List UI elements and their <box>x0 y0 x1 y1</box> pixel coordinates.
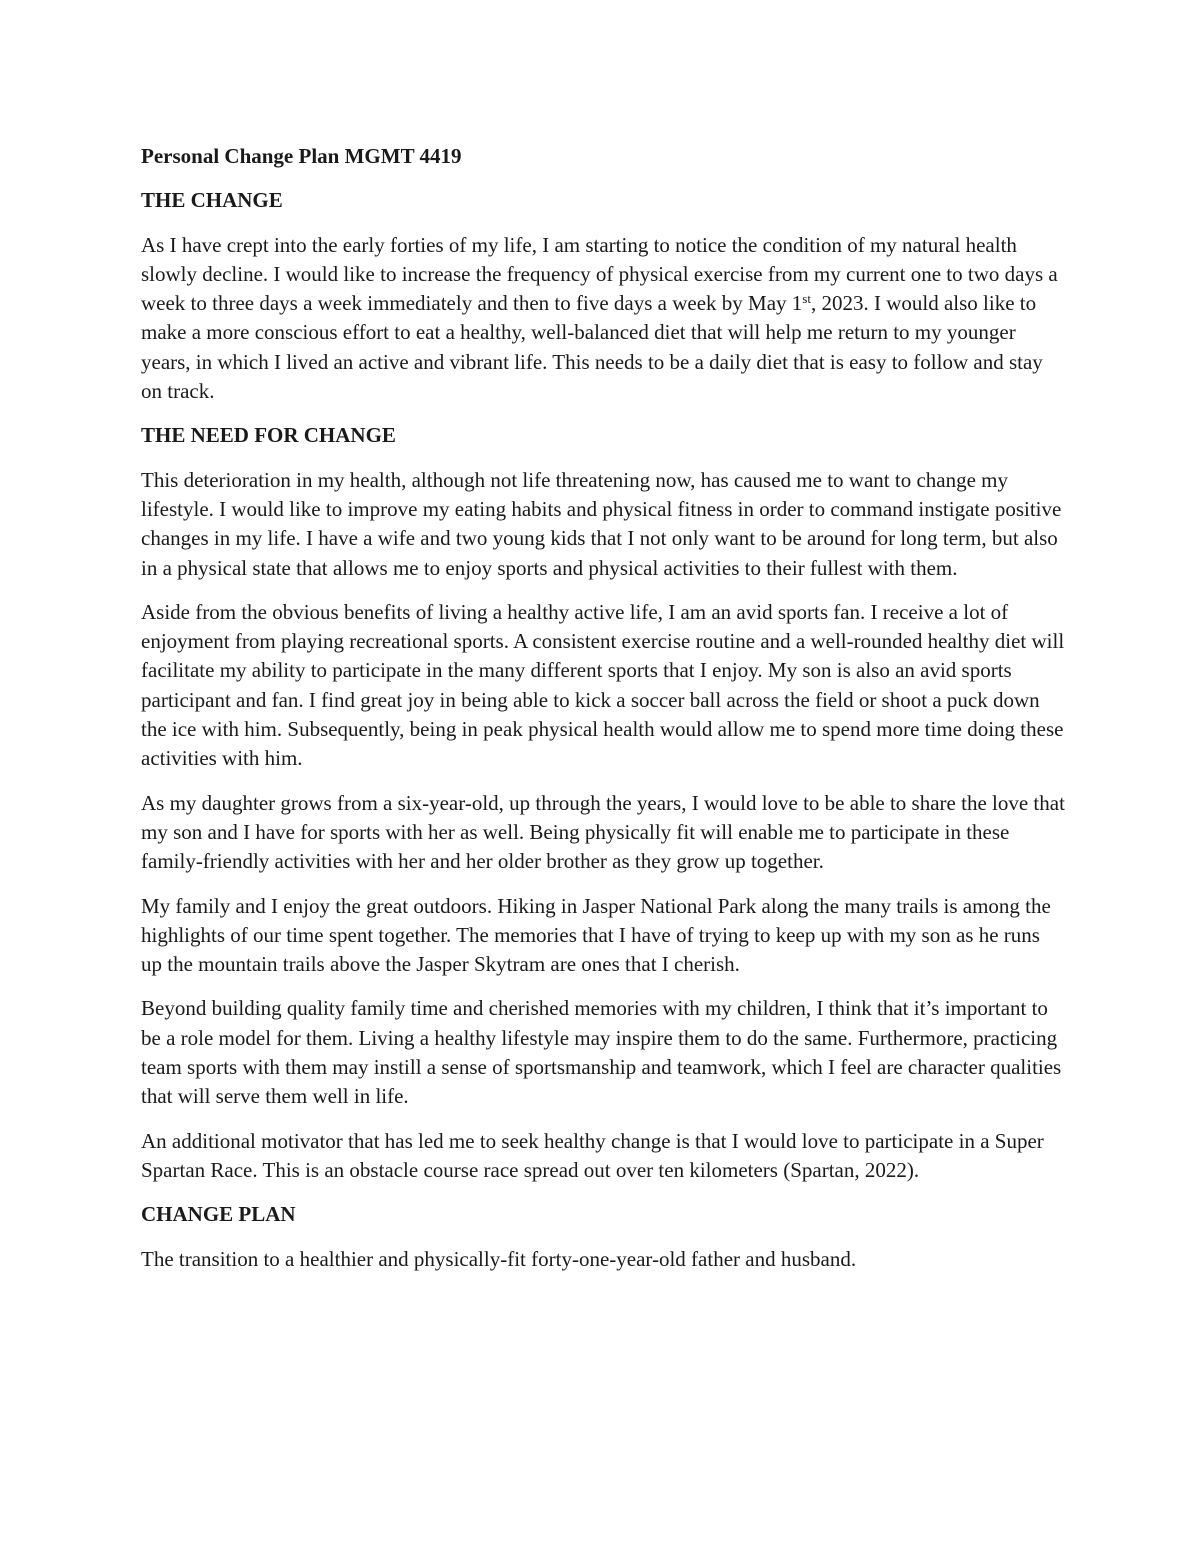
section-heading-change-plan: CHANGE PLAN <box>141 1202 296 1227</box>
paragraph: An additional motivator that has led me to seek healthy change is that I would love to participate in a Super Spartan Race. This is an obstacle course race spread out over ten kilometers (Spartan, 2022). <box>141 1128 1044 1182</box>
document-title: Personal Change Plan MGMT 4419 <box>141 144 462 168</box>
paragraph-text: , 2023. I would also like to make a more conscious effort to eat a healthy, well-balanced diet that will help me return to my younger years, in which I lived an active and vibrant life. This needs to be a daily diet that is easy to follow and stay on track. <box>141 291 1043 404</box>
paragraph: Beyond building quality family time and cherished memories with my children, I think that it’s important to be a role model for them. Living a healthy lifestyle may inspire them to do the same. Furthermore, practicing team sports with them may instill a sense of sportsmanship and teamwork, which I feel are character qualities that will serve them well in life. <box>141 996 1062 1109</box>
paragraph: The transition to a healthier and physically-fit forty-one-year-old father and husband. <box>141 1246 857 1271</box>
paragraph-text: As I have crept into the early forties of my life, I am starting to notice the condition of my natural health slowly decline. I would like to increase the frequency of physical exercise from my current one to two days a week to three days a week immediately and then to five days a week by May 1 <box>141 232 1058 316</box>
paragraph: As my daughter grows from a six-year-old, up through the years, I would love to be able to share the love that my son and I have for sports with her as well. Being physically fit will enable me to participate in these family-friendly activities with her and her older brother as they grow up together. <box>141 790 1065 874</box>
paragraph: This deterioration in my health, although not life threatening now, has caused me to want to change my lifestyle. I would like to improve my eating habits and physical fitness in order to command instigate positive changes in my life. I have a wife and two young kids that I not only want to be around for long term, but also in a physical state that allows me to enjoy sports and physical activities to their fullest with them. <box>141 467 1062 580</box>
paragraph: Aside from the obvious benefits of living a healthy active life, I am an avid sports fan. I receive a lot of enjoyment from playing recreational sports. A consistent exercise routine and a well-rounded healthy diet will facilitate my ability to participate in the many different sports that I enjoy. My son is also an avid sports participant and fan. I find great joy in being able to kick a soccer ball across the field or shoot a puck down the ice with him. Subsequently, being in peak physical health would allow me to spend more time doing these activities with him. <box>141 599 1065 771</box>
section-heading-the-change: THE CHANGE <box>141 188 283 213</box>
paragraph: My family and I enjoy the great outdoors. Hiking in Jasper National Park along the many trails is among the highlights of our time spent together. The memories that I have of trying to keep up with my son as he runs up the mountain trails above the Jasper Skytram are ones that I cherish. <box>141 893 1051 977</box>
superscript-ordinal: st <box>802 291 811 307</box>
section-heading-need-for-change: THE NEED FOR CHANGE <box>141 423 396 448</box>
document-body <box>141 142 1066 1289</box>
paragraph <box>141 231 1066 407</box>
